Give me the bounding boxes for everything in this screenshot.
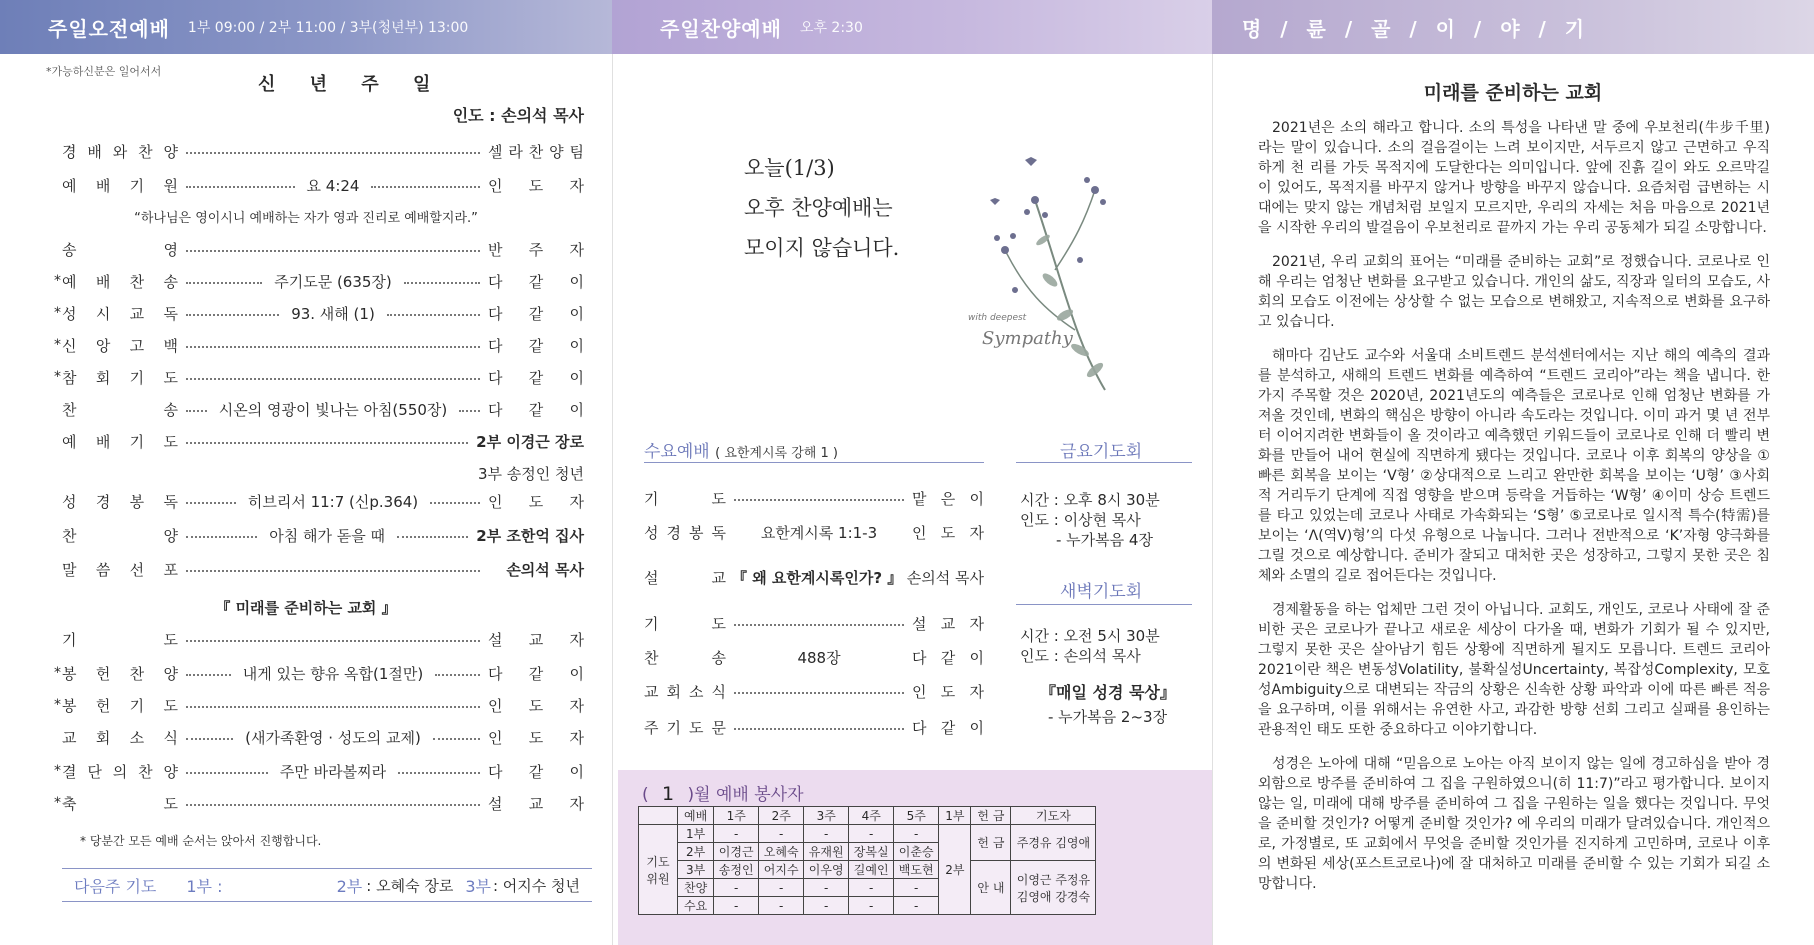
leader-dots: [734, 490, 904, 501]
wednesday-rule: [644, 462, 984, 463]
order-row: [54, 334, 584, 356]
article-paragraph: 2021년, 우리 교회의 표어는 “미래를 준비하는 교회”로 정했습니다. 코로나로 인해 우리는 엄청난 변화를 요구받고 있습니다. 개인의 삶도, 직장과 일터의 모습도, 사회의 모습도 이전에는 상상할 수 없는 모습으로 변해왔고, 지속적으로 변화를 요구하고 있습니다.: [1258, 254, 1770, 330]
order-row: [62, 398, 584, 420]
order-person: 다 같 이: [488, 304, 584, 323]
seated-note: * 당분간 모든 예배 순서는 앉아서 진행합니다.: [80, 834, 322, 848]
order-label: 축 도: [62, 794, 178, 813]
leader-dots: [186, 433, 468, 444]
table-cell: -: [849, 879, 894, 897]
article-paragraph: 성경은 노아에 대해 “믿음으로 노아는 아직 보이지 않는 일에 경고하심을 받아 경외함으로 방주를 준비하여 그 집을 구원하였으니(히 11:7)”라고 평가합니다. 보이지 않는 일, 미래에 대해 방주를 준비하여 그 집을 구원하는 일을 했다는 것입니다. 무엇을 준비할 것인가? 어떻게 준비할 것인가? 에 우리의 미래가 달려있습니다. 개인적으로, 가정별로, 또 교회에서 무엇을 준비할 것인가를 진지하게 고민하며, 코로나 이후의 변화된 세상(포스트코로나)에 잘 대처하고 미래를 준비할 수 있는 기회가 되길 소망합니다.: [1258, 756, 1770, 892]
volunteer-month: 1: [662, 783, 675, 805]
leader-dots: [371, 177, 480, 188]
order-label: 성 시 교 독: [62, 304, 178, 323]
dawn-leader: 인도 : 손의석 목사: [1020, 647, 1141, 665]
dawn-time: 시간 : 오전 5시 30분: [1020, 627, 1160, 645]
sympathy-text: Sympathy: [982, 328, 1073, 349]
table-cell: -: [849, 825, 894, 843]
dawn-chapter: - 누가복음 2~3장: [1048, 708, 1168, 726]
prayer-committee-label: 기도 위원: [639, 825, 678, 915]
leader-dots: [430, 493, 480, 504]
order-detail: 내게 있는 향유 옥합(1절만): [242, 664, 424, 683]
friday-title: 금요기도회: [1060, 442, 1143, 462]
order-row: [54, 760, 585, 782]
divider-right: [1212, 54, 1213, 945]
standing-mark: *: [54, 337, 61, 353]
leader-dots: [397, 527, 468, 538]
offering-label: 헌 금: [971, 825, 1011, 861]
table-cell: 이우영: [804, 861, 849, 879]
table-cell: -: [759, 825, 804, 843]
order-row: [54, 792, 584, 814]
flower-illustration: [955, 140, 1125, 400]
part-label: 2부: [939, 825, 971, 915]
leader-dots: [186, 369, 480, 380]
article-paragraph: 2021년은 소의 해라고 합니다. 소의 특성을 나타낸 말 중에 우보천리(牛步千里)라는 말이 있습니다. 소의 걸음걸이는 느려 보이지만, 서두르지 않고 근면하고 우직하게 천 리를 가듯 목적지에 도달한다는 의미입니다. 앞에 진흙 길이 와도 오르막길이 있어도, 목적지를 바꾸지 않거나 방향을 바꾸지 않습니다. 요즘처럼 급변하는 시대에는 맞지 않는 개념처럼 보일지 모르지만, 우리의 자세는 처음 마음으로 2021년을 시작한 우리의 발걸음이 우보천리로 끝까지 가는 우리 공동체가 되길 소망합니다.: [1258, 120, 1770, 236]
service-name: 2부: [678, 843, 714, 861]
table-header-cell: 2주: [759, 807, 804, 825]
column-header: [1212, 0, 1814, 54]
wednesday-person: 인 도 자: [912, 523, 984, 542]
leader-dots: [734, 615, 904, 626]
order-person: 설 교 자: [488, 794, 584, 813]
order-detail: 93. 새해 (1): [291, 304, 375, 323]
wednesday-detail: 요한계시록 1:1-3: [760, 523, 878, 542]
leader-dots: [186, 527, 257, 538]
order-label: 결 단 의 찬 양: [62, 762, 178, 781]
order-person: 2부 조한억 집사: [476, 526, 585, 545]
wednesday-row: [644, 521, 984, 543]
wednesday-row: [644, 566, 984, 588]
order-detail: 요 4:24: [306, 176, 360, 195]
order-person: 반 주 자: [488, 240, 584, 259]
leader-dots: [186, 401, 207, 412]
table-cell: 백도현: [894, 861, 939, 879]
leader-dots: [459, 401, 480, 412]
order-label: 경 배 와 찬 양: [62, 142, 178, 161]
divider-left: [612, 54, 613, 945]
standing-mark: *: [54, 795, 61, 811]
next-prayer-2: 2부: [336, 876, 363, 896]
wednesday-row: [644, 612, 984, 634]
dawn-info: [1020, 626, 1160, 666]
volunteer-section: [618, 770, 1212, 945]
next-prayer-3: 3부: [465, 876, 491, 896]
order-detail: (새가족환영 · 성도의 교제): [245, 728, 421, 747]
leader-dots: [186, 241, 480, 252]
morning-service-times: 1부 09:00 / 2부 11:00 / 3부(청년부) 13:00: [187, 20, 469, 36]
service-name: 3부: [678, 861, 714, 879]
wednesday-label: 주 기 도 문: [644, 718, 726, 737]
wednesday-label: 기 도: [644, 489, 726, 508]
leader-dots: [186, 305, 279, 316]
order-detail: 히브리서 11:7 (신p.364): [247, 492, 419, 511]
order-row: [62, 558, 584, 580]
order-label: 찬 양: [62, 526, 178, 545]
wednesday-row: [644, 646, 984, 668]
table-cell: -: [894, 879, 939, 897]
leader-dots: [186, 337, 480, 348]
dawn-rule: [1016, 604, 1192, 605]
wednesday-person: 다 같 이: [912, 648, 984, 667]
leader-dots: [186, 763, 268, 774]
table-header-cell: 4주: [849, 807, 894, 825]
table-header-cell: 기도자: [1011, 807, 1096, 825]
table-cell: 길예인: [849, 861, 894, 879]
service-name: 찬양: [678, 879, 714, 897]
order-person: 인 도 자: [488, 176, 585, 195]
order-row: [62, 140, 584, 162]
table-header-cell: 예배: [678, 807, 714, 825]
leader-dots: [398, 763, 480, 774]
volunteer-heading-text: )월 예배 봉사자: [687, 785, 804, 805]
praise-service-header: [612, 0, 1212, 54]
order-label: 말 씀 선 포: [62, 560, 178, 579]
leader-dots: [186, 729, 233, 740]
table-row: [639, 861, 1096, 879]
order-row: [62, 238, 584, 260]
table-cell: 이경근: [714, 843, 759, 861]
order-label: 송 영: [62, 240, 178, 259]
morning-service-header: [0, 0, 612, 54]
prayer-third-service: 3부 송정인 청년: [477, 465, 584, 483]
praise-service-time: 오후 2:30: [799, 20, 863, 36]
morning-leader: 인도 : 손의석 목사: [452, 106, 584, 125]
leader-dots: [186, 493, 236, 504]
friday-rule: [1016, 462, 1192, 463]
wednesday-person: 손의석 목사: [906, 568, 984, 587]
friday-info: [1020, 490, 1160, 550]
order-detail: 아침 해가 돋을 때: [269, 526, 385, 545]
usher-names: 이영근 주정유 김영애 강경숙: [1011, 861, 1096, 915]
leader-dots: [734, 683, 904, 694]
order-row: [62, 490, 584, 512]
service-name: 수요: [678, 897, 714, 915]
order-label: 기 도: [62, 630, 178, 649]
next-prayer-label: 다음주 기도: [74, 876, 157, 896]
standing-mark: *: [54, 665, 61, 681]
volunteer-heading: [642, 780, 804, 805]
notice-line-3: 모이지 않습니다.: [744, 236, 900, 260]
table-header-cell: 1부: [939, 807, 971, 825]
leader-dots: [433, 729, 480, 740]
order-person: 인 도 자: [488, 696, 584, 715]
order-label: 봉 헌 찬 양: [62, 664, 178, 683]
order-detail: 주기도문 (635장): [274, 272, 392, 291]
article-paragraph: 경제활동을 하는 업체만 그런 것이 아닙니다. 교회도, 개인도, 코로나 사태에 잘 준비한 곳은 코로나가 끝나고 새로운 세상이 다가올 때, 변화가 기회가 될 수 있지만, 그렇지 못한 곳은 살아남기 힘든 상황에 직면하게 될지도 모릅니다. 트렌드 코리아 2021이란 책은 변동성Volatility, 불확실성Uncertainty, 복잡성Complexity, 모호성Ambiguity으로 대변되는 작금의 상황은 신속한 상황 파악과 이에 따른 빠른 적응을 요구하며, 이를 위해서는 유연한 사고, 과감한 방향 선회 그리고 실패를 용인하는 관용적인 태도 또한 중요하다고 이야기합니다.: [1258, 602, 1770, 738]
order-label: 성 경 봉 독: [62, 492, 178, 511]
standing-mark: *: [54, 697, 61, 713]
table-cell: 장복실: [849, 843, 894, 861]
order-person: 설 교 자: [488, 630, 584, 649]
article-title: 미래를 준비하는 교회: [1423, 82, 1603, 104]
next-prayer-3-name: : 어지수 청년: [492, 876, 580, 895]
wednesday-label: 설 교: [644, 568, 726, 587]
leader-dots: [186, 561, 480, 572]
order-person: 다 같 이: [488, 762, 585, 781]
order-person: 셀 라 찬 양 팀: [488, 142, 584, 161]
table-cell: -: [849, 897, 894, 915]
order-row: [54, 662, 585, 684]
wednesday-detail: 『 왜 요한계시록인가? 』: [732, 568, 903, 587]
order-person: 2부 이경근 장로: [476, 432, 584, 451]
article-paragraph: 해마다 김난도 교수와 서울대 소비트렌드 분석센터에서는 지난 해의 예측의 결과를 분석하고, 새해의 트렌드 변화를 예측하여 “트렌드 코리아”라는 책을 냅니다. 한가지 주목할 것은 2020년, 2021년도의 예측들은 코로나로 인해 엄청난 변화를 가져올 것인데, 변화의 핵심은 방향이 아니라 속도라는 것입니다. 이미 과거 몇 년 전부터 이어지려한 변화들이 올 것이라고 예측했던 키워드들이 코로나로 인해 더 빨리 변화를 만들어 내어 현실에 직면하게 됐다는 것입니다. 코로나 이후 회복의 양상을 ①빠른 회복을 보이는 ‘V형’ ②상대적으로 느리고 완만한 회복을 보이는 ‘U형’ ③사회적 거리두기 단계에 직접 영향을 받으며 등락을 거듭하는 ‘W형’ ④이미 상승 트렌드를 타고 있었는데 코로나 사태로 가속화되는 ‘S형’ ⑤코로나로 일시적 특수(特需)를 보이는 ‘Λ(역V)형’의 다섯 유형으로 나눕니다. 그러나 전반적으로 ‘K’자형 양극화를 그릴 것으로 예상합니다. 준비가 잘되고 대처한 곳은 성장하고, 그렇지 못한 곳은 침체와 소멸의 길로 접어든다는 것입니다.: [1258, 348, 1770, 584]
wednesday-person: 인 도 자: [912, 682, 984, 701]
order-row: [62, 726, 584, 748]
table-cell: 어지수: [759, 861, 804, 879]
wednesday-label: 기 도: [644, 614, 726, 633]
order-row: [62, 430, 584, 452]
order-detail: 주만 바라볼찌라: [279, 762, 387, 781]
table-row: [639, 825, 1096, 843]
wednesday-subtitle: ( 요한계시록 강해 1 ): [715, 446, 838, 461]
leader-dots: [186, 665, 231, 676]
table-header-cell: 헌 금: [971, 807, 1011, 825]
order-person: 다 같 이: [488, 664, 585, 683]
table-corner: [639, 807, 678, 825]
usher-label: 안 내: [971, 861, 1011, 915]
volunteer-table-header: [639, 807, 1096, 825]
order-person: 인 도 자: [488, 728, 584, 747]
table-cell: 오혜숙: [759, 843, 804, 861]
table-cell: -: [714, 897, 759, 915]
order-person: 인 도 자: [488, 492, 585, 511]
order-label: 예 배 찬 송: [62, 272, 178, 291]
table-header-cell: 5주: [894, 807, 939, 825]
next-prayer-2-name: : 오혜숙 장로: [366, 876, 454, 895]
next-week-prayer: [62, 868, 592, 902]
leader-dots: [404, 273, 480, 284]
friday-leader: 인도 : 이상현 목사: [1020, 511, 1141, 529]
order-person: 다 같 이: [488, 368, 584, 387]
wednesday-person: 설 교 자: [912, 614, 984, 633]
dawn-book: 『매일 성경 묵상』: [1040, 683, 1176, 702]
wednesday-person: 다 같 이: [912, 718, 984, 737]
volunteer-table: [638, 806, 1096, 915]
order-row: [54, 302, 584, 324]
friday-passage: - 누가복음 4장: [1056, 531, 1153, 549]
scripture-quote: “하나님은 영이시니 예배하는 자가 영과 진리로 예배할지라.”: [134, 211, 478, 226]
table-cell: -: [894, 825, 939, 843]
wednesday-title: [644, 437, 838, 462]
order-label: 예 배 기 원: [62, 176, 178, 195]
table-header-cell: 3주: [804, 807, 849, 825]
order-row: [62, 174, 584, 196]
sermon-title: 『 미래를 준비하는 교회 』: [215, 599, 397, 617]
table-cell: 이춘승: [894, 843, 939, 861]
order-label: 봉 헌 기 도: [62, 696, 178, 715]
wednesday-label: 찬 송: [644, 648, 726, 667]
table-cell: -: [804, 897, 849, 915]
order-row: [62, 524, 584, 546]
wednesday-row: [644, 487, 984, 509]
wednesday-person: 맡 은 이: [912, 489, 984, 508]
order-row: [54, 270, 584, 292]
offering-names: 주경유 김영애: [1011, 825, 1096, 861]
wednesday-detail: 488장: [797, 648, 841, 667]
standing-note: *가능하신분은 일어서서: [46, 65, 162, 78]
leader-dots: [435, 665, 480, 676]
wednesday-row: [644, 680, 984, 702]
order-person: 다 같 이: [488, 400, 584, 419]
order-row: [62, 628, 584, 650]
order-row: [54, 366, 584, 388]
order-person: 다 같 이: [488, 272, 584, 291]
friday-time: 시간 : 오후 8시 30분: [1020, 491, 1160, 509]
leader-dots: [186, 631, 480, 642]
service-name: 1부: [678, 825, 714, 843]
standing-mark: *: [54, 763, 61, 779]
table-cell: 송정인: [714, 861, 759, 879]
table-cell: -: [714, 825, 759, 843]
leader-dots: [387, 305, 480, 316]
wednesday-title-text: 수요예배: [644, 442, 710, 462]
praise-service-title: 주일찬양예배: [660, 16, 782, 41]
next-prayer-1: 1부 :: [186, 876, 223, 896]
leader-dots: [186, 697, 480, 708]
order-label: 예 배 기 도: [62, 432, 178, 451]
sympathy-small: with deepest: [968, 313, 1027, 323]
table-cell: 유재원: [804, 843, 849, 861]
standing-mark: *: [54, 369, 61, 385]
leader-dots: [734, 719, 904, 730]
order-label: 찬 송: [62, 400, 178, 419]
volunteer-heading-open: (: [642, 785, 649, 805]
table-cell: -: [804, 879, 849, 897]
table-cell: -: [759, 897, 804, 915]
table-cell: -: [714, 879, 759, 897]
wednesday-label: 성 경 봉 독: [644, 523, 726, 542]
leader-dots: [186, 143, 480, 154]
leader-dots: [186, 795, 480, 806]
table-header-cell: 1주: [714, 807, 759, 825]
notice-line-1: 오늘(1/3): [744, 156, 835, 180]
leader-dots: [186, 273, 262, 284]
order-person: 손의석 목사: [506, 560, 584, 579]
leader-dots: [186, 177, 295, 188]
article-body: [1258, 118, 1770, 908]
standing-mark: *: [54, 305, 61, 321]
order-detail: 시온의 영광이 빛나는 아침(550장): [218, 400, 448, 419]
wednesday-label: 교 회 소 식: [644, 682, 726, 701]
morning-service-title: 주일오전예배: [48, 16, 170, 41]
table-cell: -: [894, 897, 939, 915]
order-label: 교 회 소 식: [62, 728, 178, 747]
order-person: 다 같 이: [488, 336, 584, 355]
order-label: 참 회 기 도: [62, 368, 178, 387]
wednesday-row: [644, 716, 984, 738]
table-cell: -: [759, 879, 804, 897]
table-cell: -: [804, 825, 849, 843]
column-title: 명 / 륜 / 골 / 이 / 야 / 기: [1242, 16, 1591, 41]
sunday-title: 신 년 주 일: [258, 74, 445, 95]
order-label: 신 앙 고 백: [62, 336, 178, 355]
notice-line-2: 오후 찬양예배는: [744, 196, 893, 220]
order-row: [54, 694, 584, 716]
standing-mark: *: [54, 273, 61, 289]
dawn-title: 새벽기도회: [1060, 582, 1143, 602]
